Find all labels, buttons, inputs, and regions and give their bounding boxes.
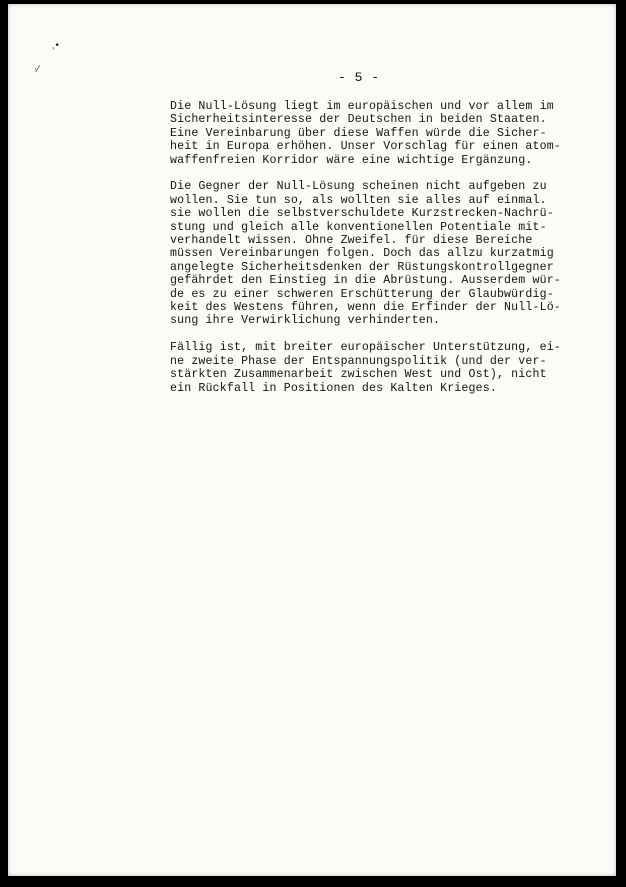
text-line: Eine Vereinbarung über diese Waffen würde die Sicher-	[170, 126, 547, 140]
paragraph	[170, 100, 600, 167]
text-line: sung ihre Verwirklichung verhinderten.	[170, 314, 441, 328]
text-line: ein Rückfall in Positionen des Kalten Krieges.	[170, 381, 497, 395]
body-text	[170, 100, 600, 408]
text-line: müssen Vereinbarungen folgen. Doch das allzu kurzatmig	[170, 247, 554, 261]
text-line: gefährdet den Einstieg in die Abrüstung. Ausserdem wür-	[170, 274, 561, 288]
text-line: Sicherheitsinteresse der Deutschen in beiden Staaten.	[170, 113, 547, 127]
text-line: ne zweite Phase der Entspannungspolitik (und der ver-	[170, 354, 547, 368]
paragraph	[170, 341, 600, 395]
text-line: heit in Europa erhöhen. Unser Vorschlag für einen atom-	[170, 140, 561, 154]
text-line: de es zu einer schweren Erschütterung der Glaubwürdig-	[170, 287, 554, 301]
paragraph	[170, 180, 600, 327]
text-line: stärkten Zusammenarbeit zwischen West und Ost), nicht	[170, 368, 547, 382]
text-line: wollen. Sie tun so, als wollten sie alles auf einmal.	[170, 193, 547, 207]
text-line: waffenfreien Korridor wäre eine wichtige Ergänzung.	[170, 153, 533, 167]
text-line: sie wollen die selbstverschuldete Kurzstrecken-Nachrü-	[170, 207, 554, 221]
text-line: angelegte Sicherheitsdenken der Rüstungskontrollgegner	[170, 260, 554, 274]
margin-speck-mark: ˌ•	[52, 41, 60, 51]
text-line: stung und gleich alle konventionellen Potentiale mit-	[170, 220, 547, 234]
page-number: - 5 -	[338, 70, 380, 85]
document-page	[8, 4, 616, 876]
margin-speck-mark: ·⁄	[34, 65, 39, 75]
text-line: verhandelt wissen. Ohne Zweifel. für diese Bereiche	[170, 234, 533, 248]
text-line: Fällig ist, mit breiter europäischer Unterstützung, ei-	[170, 341, 561, 355]
text-line: Die Gegner der Null-Lösung scheinen nicht aufgeben zu	[170, 180, 547, 194]
text-line: Die Null-Lösung liegt im europäischen und vor allem im	[170, 100, 554, 113]
text-line: keit des Westens führen, wenn die Erfinder der Null-Lö-	[170, 301, 561, 315]
